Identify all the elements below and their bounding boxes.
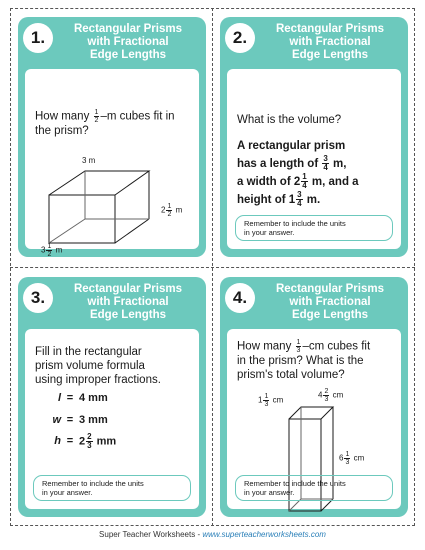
dimension-label-top: 3 m <box>82 156 96 165</box>
card-body <box>227 329 401 509</box>
card-number: 4. <box>225 283 255 313</box>
dimension-label-bottom: 3 $\frac{1}{2}$ m <box>41 243 63 258</box>
card-number: 3. <box>23 283 53 313</box>
formula-length: l = 4 mm <box>57 392 108 404</box>
dimension-label-right: 2 $\frac{1}{2}$ m <box>161 203 183 218</box>
problem-statement: A rectangular prism has a length of $\frac{3}{4}$ m, a width of 2 $\frac{1}{4}$ m, and a height of 1 $\frac{3}{4}$ m. <box>237 140 359 209</box>
card-title: Rectangular Prisms with Fractional Edge Lengths <box>73 23 182 61</box>
question-text: How many $\frac{1}{2}$ –m cubes fit in the prism? <box>35 109 175 137</box>
question-text: How many $\frac{1}{3}$ –cm cubes fit in the prism? What is the prism's total volume? <box>237 339 371 381</box>
units-reminder: Remember to include the units in your answer. <box>235 215 393 241</box>
card-body <box>25 329 199 509</box>
prism-diagram <box>47 167 157 247</box>
card-number: 1. <box>23 23 53 53</box>
footer-url-link[interactable]: www.superteacherworksheets.com <box>202 530 326 539</box>
units-reminder: Remember to include the units in your answer. <box>235 475 393 501</box>
formula-width: w = 3 mm <box>52 414 108 426</box>
card-body <box>25 69 199 258</box>
units-reminder: Remember to include the units in your answer. <box>33 475 191 501</box>
cut-line-horizontal <box>10 267 415 268</box>
page-footer <box>0 530 425 539</box>
card-title: Rectangular Prisms with Fractional Edge Lengths <box>275 283 384 321</box>
card-title: Rectangular Prisms with Fractional Edge Lengths <box>275 23 384 61</box>
card-number: 2. <box>225 23 255 53</box>
dimension-label-left: 1 $\frac{1}{3}$ cm <box>258 393 284 408</box>
card-title: Rectangular Prisms with Fractional Edge Lengths <box>73 283 182 321</box>
task-card-2 <box>220 17 408 257</box>
card-body <box>227 69 401 249</box>
question-text: Fill in the rectangular prism volume formula using improper fractions. <box>35 346 161 386</box>
footer-brand: Super Teacher Worksheets - <box>99 530 203 539</box>
task-card-3 <box>18 277 206 517</box>
task-card-1 <box>18 17 206 257</box>
task-card-4 <box>220 277 408 517</box>
formula-height: h = 2 $\frac{2}{3}$ mm <box>54 432 117 450</box>
fraction: $\frac{1}{2}$ <box>94 109 99 124</box>
dimension-label-top: 4 $\frac{2}{3}$ cm <box>318 388 344 403</box>
dimension-label-right: 6 $\frac{1}{3}$ cm <box>339 451 365 466</box>
question-text: What is the volume? <box>237 114 342 126</box>
